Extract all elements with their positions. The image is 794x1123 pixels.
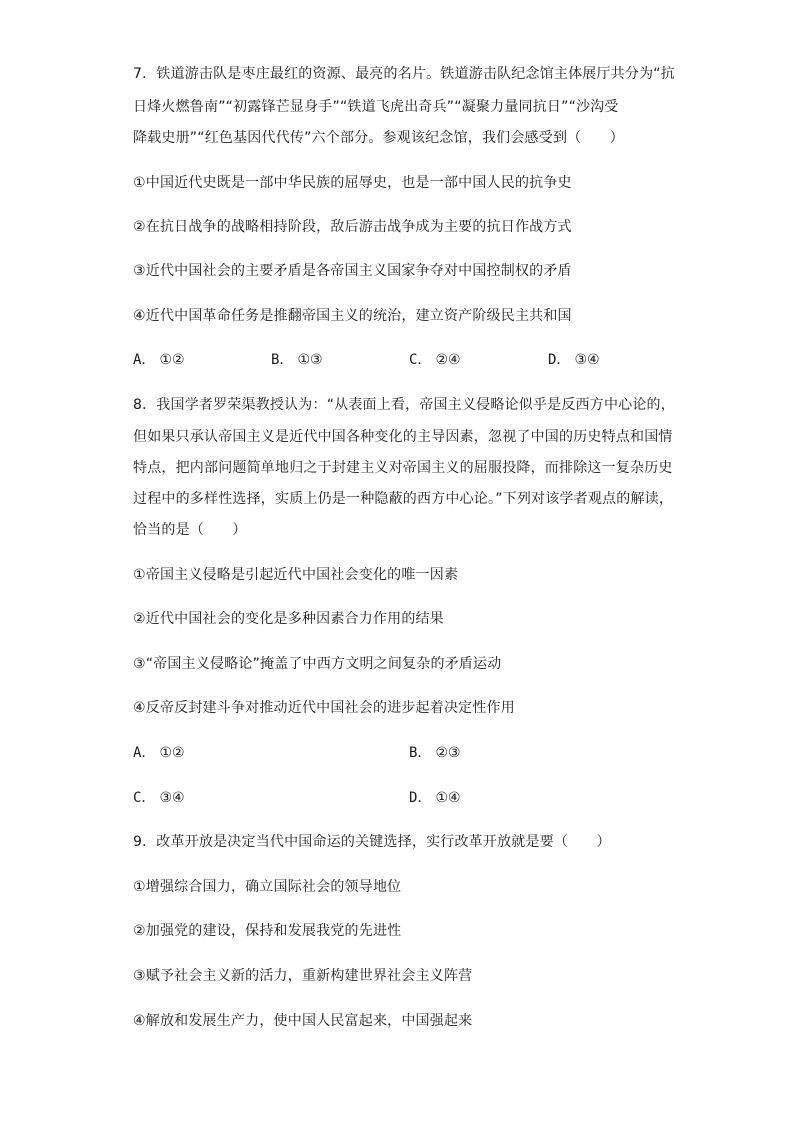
option-label: B． xyxy=(409,745,432,761)
option-label: D． xyxy=(409,790,432,806)
q8-option-d[interactable] xyxy=(409,788,461,808)
q9-item-1: ①增强综合国力，确立国际社会的领导地位 xyxy=(133,879,402,895)
option-text: ①② xyxy=(159,352,185,368)
q8-item-2: ②近代中国社会的变化是多种因素合力作用的结果 xyxy=(133,611,444,627)
q7-stem-line: 日烽火燃鲁南”“初露锋芒显身手”“铁道飞虎出奇兵”“凝聚力量同抗日”“沙沟受 xyxy=(133,99,619,115)
option-text: ②④ xyxy=(435,352,461,368)
q8-stem-line: 过程中的多样性选择，实质上仍是一种隐蔽的西方中心论。”下列对该学者观点的解读， xyxy=(133,491,674,507)
q7-option-c[interactable] xyxy=(409,350,461,370)
option-label: D． xyxy=(548,352,571,368)
q8-stem-line: 但如果只承认帝国主义是近代中国各种变化的主导因素，忽视了中国的历史特点和国情 xyxy=(133,429,673,445)
q7-stem-line: 7．铁道游击队是枣庄最红的资源、最亮的名片。铁道游击队纪念馆主体展厅共分为“抗 xyxy=(133,66,675,82)
option-text: ②③ xyxy=(435,745,461,761)
q8-stem-line: 恰当的是（ ） xyxy=(133,522,247,538)
q8-stem-line: 8．我国学者罗荣渠教授认为：“从表面上看，帝国主义侵略论似乎是反西方中心论的， xyxy=(133,397,675,413)
q9-item-3: ③赋予社会主义新的活力，重新构建世界社会主义阵营 xyxy=(133,968,473,984)
option-text: ③④ xyxy=(574,352,600,368)
q8-option-b[interactable] xyxy=(409,743,461,763)
q9-item-4: ④解放和发展生产力，使中国人民富起来，中国强起来 xyxy=(133,1013,473,1029)
q7-item-3: ③近代中国社会的主要矛盾是各帝国主义国家争夺对中国控制权的矛盾 xyxy=(133,263,572,279)
q8-item-4: ④反帝反封建斗争对推动近代中国社会的进步起着决定性作用 xyxy=(133,700,515,716)
q7-option-d[interactable] xyxy=(548,350,600,370)
option-text: ①③ xyxy=(297,352,323,368)
option-text: ①② xyxy=(159,745,185,761)
q8-item-3: ③“帝国主义侵略论”掩盖了中西方文明之间复杂的矛盾运动 xyxy=(133,656,502,672)
q8-stem-line: 特点，把内部问题简单地归之于封建主义对帝国主义的屈服投降，而排除这一复杂历史 xyxy=(133,460,673,476)
q7-item-1: ①中国近代史既是一部中华民族的屈辱史，也是一部中国人民的抗争史 xyxy=(133,175,572,191)
q7-option-a[interactable] xyxy=(133,350,185,370)
q8-item-1: ①帝国主义侵略是引起近代中国社会变化的唯一因素 xyxy=(133,567,459,583)
q8-option-a[interactable] xyxy=(133,743,185,763)
option-label: A． xyxy=(133,745,156,761)
q7-item-4: ④近代中国革命任务是推翻帝国主义的统治，建立资产阶级民主共和国 xyxy=(133,308,572,324)
q8-option-c[interactable] xyxy=(133,788,185,808)
q7-stem-line: 降载史册”“红色基因代代传”六个部分。参观该纪念馆，我们会感受到（ ） xyxy=(133,130,624,146)
q7-option-b[interactable] xyxy=(271,350,323,370)
option-label: C． xyxy=(409,352,432,368)
q9-item-2: ②加强党的建设，保持和发展我党的先进性 xyxy=(133,923,402,939)
q7-item-2: ②在抗日战争的战略相持阶段，敌后游击战争成为主要的抗日作战方式 xyxy=(133,219,572,235)
option-text: ③④ xyxy=(159,790,185,806)
option-label: C． xyxy=(133,790,156,806)
q9-stem-line: 9．改革开放是决定当代中国命运的关键选择，实行改革开放就是要（ ） xyxy=(133,834,611,850)
option-text: ①④ xyxy=(435,790,461,806)
option-label: A． xyxy=(133,352,156,368)
option-label: B． xyxy=(271,352,294,368)
